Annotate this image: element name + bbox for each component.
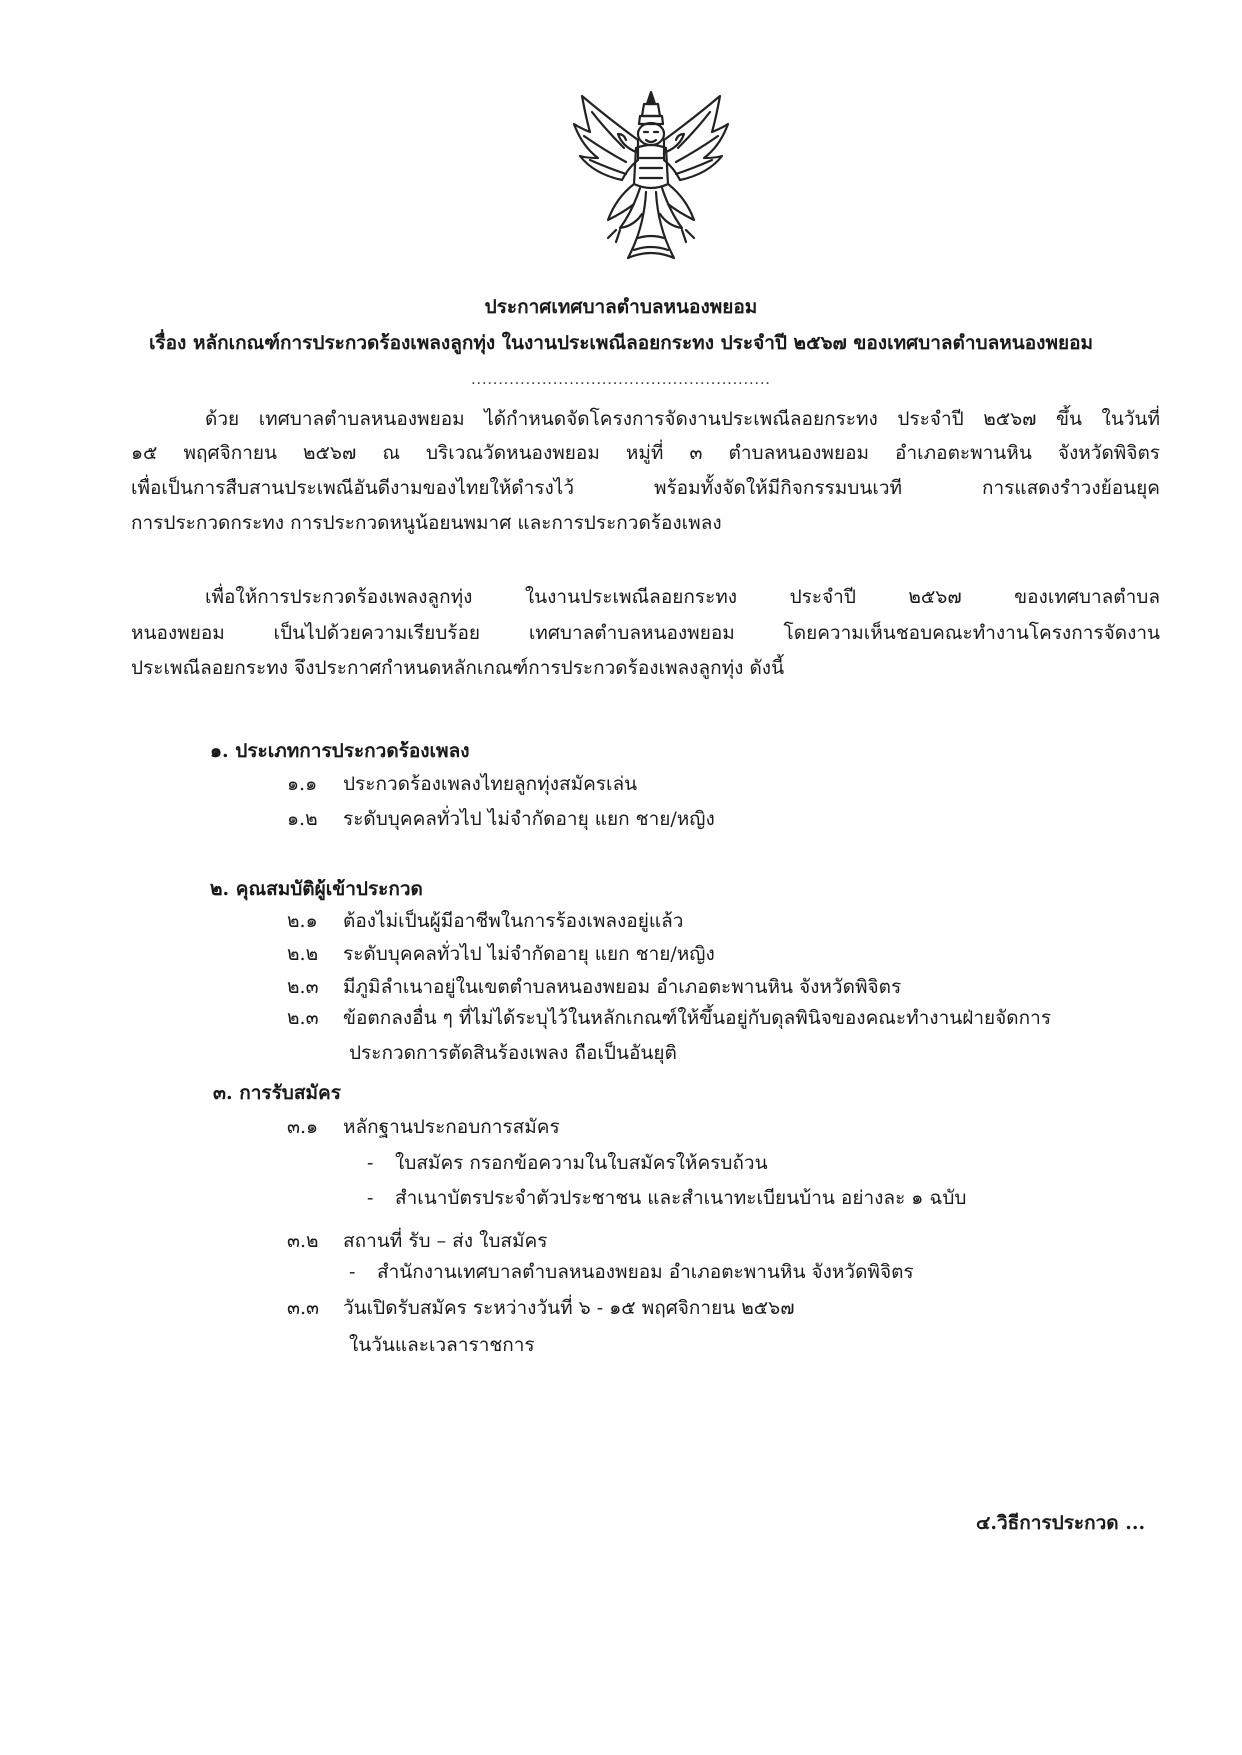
item-text: ข้อตกลงอื่น ๆ ที่ไม่ได้ระบุไว้ในหลักเกณฑ์ให้ขึ้นอยู่กับดุลพินิจของคณะทำงานฝ่ายจัดการ <box>343 1007 1052 1029</box>
intro-p2-line3: ประเพณีลอยกระทง จึงประกาศกำหนดหลักเกณฑ์การประกวดร้องเพลงลูกทุ่ง ดังนี้ <box>131 657 785 679</box>
item-number: ๓.๑ <box>287 1116 319 1138</box>
bullet-text: ใบสมัคร กรอกข้อความในใบสมัครให้ครบถ้วน <box>395 1152 768 1174</box>
intro-p1-line3: เพื่อเป็นการสืบสานประเพณีอันดีงามของไทยให้ดำรงไว้ พร้อมทั้งจัดให้มีกิจกรรมบนเวที การแสดงรำวงย้อนยุค <box>131 477 1160 499</box>
bullet-text: สำนักงานเทศบาลตำบลหนองพยอม อำเภอตะพานหิน จังหวัดพิจิตร <box>377 1261 914 1283</box>
announcement-subject: เรื่อง หลักเกณฑ์การประกวดร้องเพลงลูกทุ่ง ในงานประเพณีลอยกระทง ประจำปี ๒๕๖๗ ของเทศบาลตำบลหนองพยอม <box>148 332 1094 354</box>
item-text: สถานที่ รับ – ส่ง ใบสมัคร <box>343 1230 548 1252</box>
item-number: ๓.๓ <box>287 1297 320 1319</box>
section3-item <box>287 1228 547 1254</box>
section3-item <box>287 1295 795 1321</box>
intro-p2-line1: เพื่อให้การประกวดร้องเพลงลูกทุ่ง ในงานประเพณีลอยกระทง ประจำปี ๒๕๖๗ ของเทศบาลตำบล <box>205 586 1160 608</box>
bullet-dash: - <box>349 1261 356 1283</box>
item-number: ๒.๓ <box>287 1007 319 1029</box>
section2-item <box>287 1005 1051 1031</box>
title-divider: ....................................................... <box>471 372 771 388</box>
item-number: ๑.๒ <box>287 808 318 830</box>
section2-continuation: ประกวดการตัดสินร้องเพลง ถือเป็นอันยุติ <box>349 1042 677 1064</box>
intro-p1-line1: ด้วย เทศบาลตำบลหนองพยอม ได้กำหนดจัดโครงการจัดงานประเพณีลอยกระทง ประจำปี ๒๕๖๗ ขึ้น ในวันที่ <box>205 408 1160 430</box>
bullet-item <box>367 1185 966 1211</box>
next-page-indicator: ๔.วิธีการประกวด ... <box>976 1512 1146 1534</box>
item-text: ต้องไม่เป็นผู้มีอาชีพในการร้องเพลงอยู่แล้ว <box>343 910 684 932</box>
bullet-text: สำเนาบัตรประจำตัวประชาชน และสำเนาทะเบียนบ้าน อย่างละ ๑ ฉบับ <box>395 1187 967 1209</box>
item-text: วันเปิดรับสมัคร ระหว่างวันที่ ๖ - ๑๕ พฤศจิกายน ๒๕๖๗ <box>343 1297 795 1319</box>
item-number: ๓.๒ <box>287 1230 319 1252</box>
section2-item <box>287 974 901 1000</box>
item-text: ระดับบุคคลทั่วไป ไม่จำกัดอายุ แยก ชาย/หญิง <box>343 943 715 965</box>
item-number: ๒.๓ <box>287 976 319 998</box>
bullet-item <box>349 1259 914 1285</box>
section3-heading: ๓. การรับสมัคร <box>213 1082 341 1104</box>
garuda-emblem-icon <box>568 88 734 268</box>
section1-item <box>287 771 637 797</box>
bullet-dash: - <box>367 1152 374 1174</box>
item-number: ๒.๑ <box>287 910 318 932</box>
section1-heading: ๑. ประเภทการประกวดร้องเพลง <box>210 740 470 762</box>
intro-p1-line2: ๑๕ พฤศจิกายน ๒๕๖๗ ณ บริเวณวัดหนองพยอม หมู่ที่ ๓ ตำบลหนองพยอม อำเภอตะพานหิน จังหวัดพิจิตร <box>131 442 1160 464</box>
section1-item <box>287 806 715 832</box>
item-text: ระดับบุคคลทั่วไป ไม่จำกัดอายุ แยก ชาย/หญิง <box>343 808 715 830</box>
item-text: ประกวดร้องเพลงไทยลูกทุ่งสมัครเล่น <box>343 773 638 795</box>
item-number: ๑.๑ <box>287 773 318 795</box>
section3-item <box>287 1114 560 1140</box>
bullet-dash: - <box>367 1187 374 1209</box>
section2-item <box>287 908 683 934</box>
announcement-title: ประกาศเทศบาลตำบลหนองพยอม <box>484 296 758 318</box>
section3-continuation: ในวันและเวลาราชการ <box>349 1334 535 1356</box>
item-text: หลักฐานประกอบการสมัคร <box>343 1116 560 1138</box>
bullet-item <box>367 1150 768 1176</box>
section2-item <box>287 941 715 967</box>
item-number: ๒.๒ <box>287 943 319 965</box>
item-text: มีภูมิลำเนาอยู่ในเขตตำบลหนองพยอม อำเภอตะพานหิน จังหวัดพิจิตร <box>343 976 902 998</box>
intro-p1-line4: การประกวดกระทง การประกวดหนูน้อยนพมาศ และการประกวดร้องเพลง <box>131 512 722 534</box>
section2-heading: ๒. คุณสมบัติผู้เข้าประกวด <box>210 878 423 900</box>
intro-p2-line2: หนองพยอม เป็นไปด้วยความเรียบร้อย เทศบาลตำบลหนองพยอม โดยความเห็นชอบคณะทำงานโครงการจัดงาน <box>131 622 1160 644</box>
